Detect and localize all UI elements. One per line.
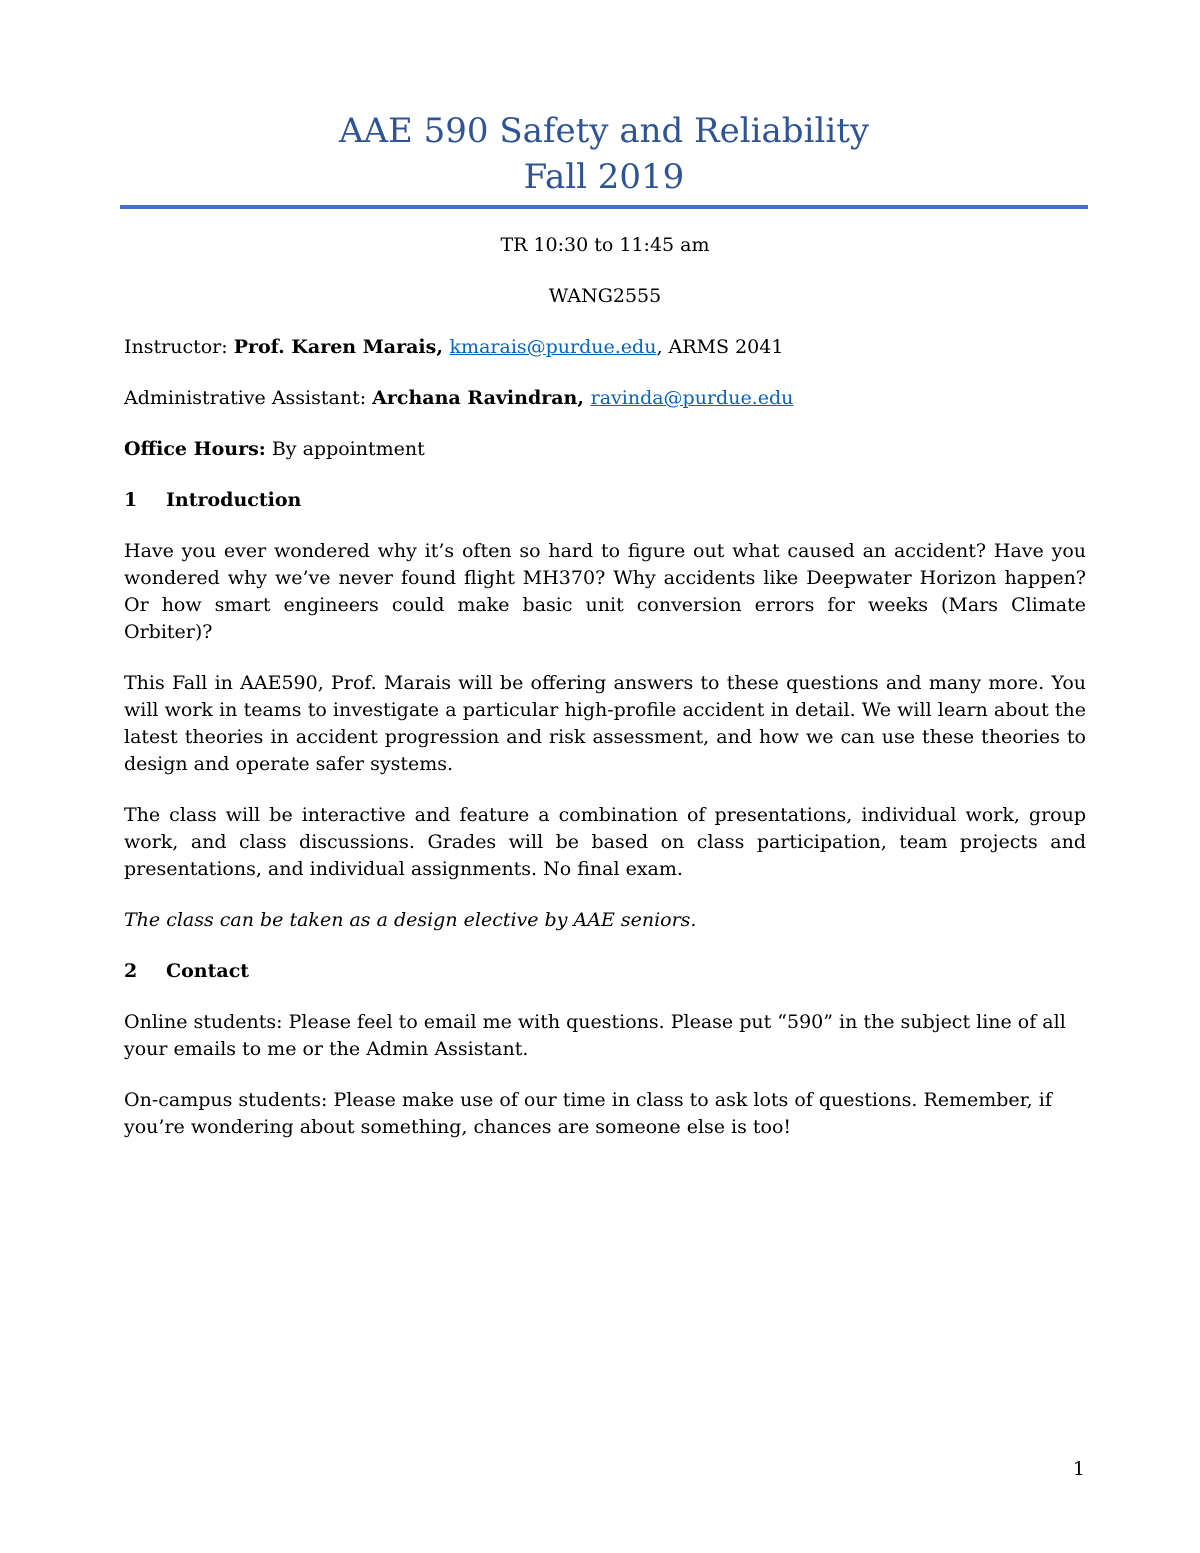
introduction-paragraph: Have you ever wondered why it’s often so hard to figure out what caused an accident? Have you wondered why we’ve never found flight MH370? Why accidents like Deepwater Horizon happen? Or how smart engineers could make basic unit conversion errors for weeks (Mars Climate Orbiter)? bbox=[124, 540, 1086, 643]
instructor-line bbox=[124, 334, 1086, 361]
introduction-paragraph: The class will be interactive and feature a combination of presentations, individual work, group work, and class discussions. Grades will be based on class participation, team projects and presentations, and individual assignments. No final exam. bbox=[124, 804, 1086, 880]
assistant-line bbox=[124, 385, 1086, 412]
page-number: 1 bbox=[1072, 1458, 1085, 1480]
office-hours-line bbox=[124, 436, 1086, 463]
section-number: 2 bbox=[124, 960, 138, 982]
assistant-name: Archana Ravindran, bbox=[372, 387, 591, 409]
office-hours-label: Office Hours: bbox=[124, 438, 266, 460]
contact-paragraph: On-campus students: Please make use of our time in class to ask lots of questions. Remember, if you’re wondering about something, chances are someone else is too! bbox=[124, 1089, 1052, 1138]
section-heading-contact bbox=[124, 958, 1086, 985]
section-title: Contact bbox=[166, 960, 250, 982]
section-title: Introduction bbox=[166, 489, 302, 511]
title-divider bbox=[120, 205, 1088, 209]
instructor-label: Instructor: bbox=[124, 336, 234, 358]
section-number: 1 bbox=[124, 489, 138, 511]
contact-paragraph: Online students: Please feel to email me with questions. Please put “590” in the subject line of all your emails to me or the Admin Assistant. bbox=[124, 1011, 1066, 1060]
section-heading-introduction bbox=[124, 487, 1086, 514]
assistant-label: Administrative Assistant: bbox=[124, 387, 373, 409]
document-title bbox=[120, 108, 1088, 200]
introduction-paragraph: This Fall in AAE590, Prof. Marais will be offering answers to these questions and many more. You will work in teams to investigate a particular high-profile accident in detail. We will learn about the latest theories in accident progression and risk assessment, and how we can use these theories to design and operate safer systems. bbox=[124, 672, 1086, 775]
document-body bbox=[124, 232, 1086, 1165]
class-schedule: TR 10:30 to 11:45 am bbox=[500, 234, 710, 256]
assistant-email-link[interactable]: ravinda@purdue.edu bbox=[590, 387, 794, 409]
instructor-office: , ARMS 2041 bbox=[656, 336, 784, 358]
term-title: Fall 2019 bbox=[523, 157, 685, 197]
class-room: WANG2555 bbox=[548, 285, 662, 307]
course-title: AAE 590 Safety and Reliability bbox=[338, 111, 870, 151]
office-hours-value: By appointment bbox=[265, 438, 425, 460]
instructor-email-link[interactable]: kmarais@purdue.edu bbox=[449, 336, 657, 358]
elective-note: The class can be taken as a design elective by AAE seniors. bbox=[124, 909, 697, 931]
instructor-name: Prof. Karen Marais, bbox=[233, 336, 450, 358]
